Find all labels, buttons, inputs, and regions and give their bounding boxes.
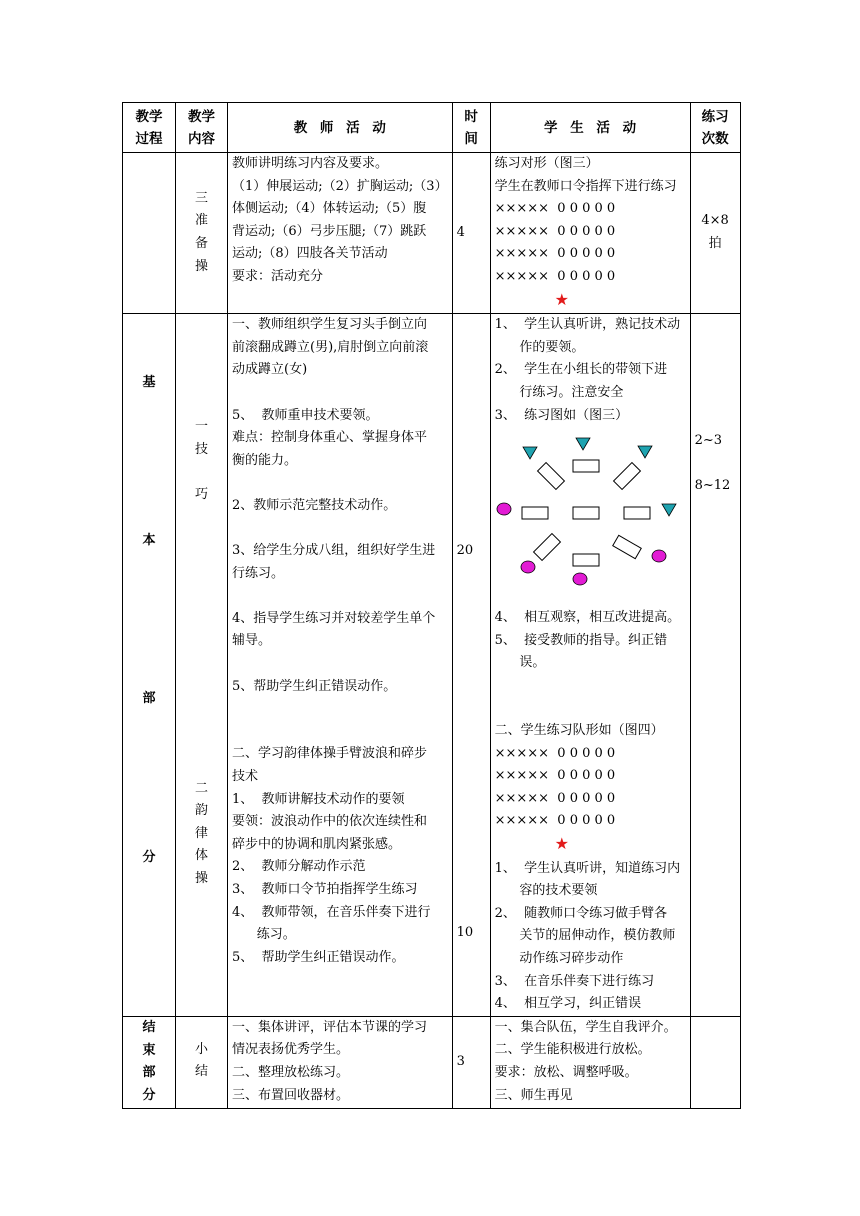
main-teacher-cell: [228, 314, 453, 1017]
closing-time: 3: [456, 1054, 465, 1070]
main-stage-cell: [123, 314, 176, 1017]
warmup-time: 4: [456, 224, 465, 240]
teacher-star-icon: ★: [554, 834, 569, 854]
closing-student-cell: [490, 1016, 690, 1108]
main-content-cell: [176, 314, 228, 1017]
practice-diagram: [495, 427, 685, 607]
warmup-student-cell: [490, 153, 690, 314]
warmup-reps-cell: [690, 153, 740, 314]
header-time: 时 间: [452, 103, 490, 153]
main-teacher-text: 一、教师组织学生复习头手倒立向 前滚翻成蹲立(男),肩肘倒立向前滚 动成蹲立(女) 5、 教师重申技术要领。 难点：控制身体重心、掌握身体平 衡的能力。 2、教师示范完整技术动作。 3、给学生分成八组，组织好学生进 行练习。 4、指导学生练习并对较差学生单个 辅导。 5、帮助学生纠正错误动作。 二、学习韵律体操手臂波浪和碎步 技术 1、 教师讲解技术动作的要领 要领：波浪动作中的依次连续性和 碎步中的协调和肌肉紧张感。 2、 教师分解动作示范 3、 教师口令节拍指挥学生练习 4、 教师带领，在音乐伴奏下进行 练习。 5、 帮助学生纠正错误动作。: [232, 317, 436, 965]
header-reps: 练习 次数: [690, 103, 740, 153]
warmup-student-text: 练习对形（图三） 学生在教师口令指挥下进行练习 ××××× 0 0 0 0 0 ××××× 0 0 0 0 0 ××××× 0 0 0 0 0 ××××× 0 0 0 0 0: [494, 156, 677, 284]
closing-content: 小 结: [194, 1041, 208, 1080]
header-content: 教学 内容: [176, 103, 228, 153]
warmup-stage-cell: [123, 153, 176, 314]
main-reps-cell: [690, 314, 740, 1017]
warmup-reps: 4×8 拍: [701, 213, 729, 252]
main-student-cell: [490, 314, 690, 1017]
main-time-2: 10: [456, 925, 474, 941]
lesson-plan-table: [122, 102, 741, 1109]
main-reps-1: 2~3: [694, 433, 723, 449]
rectangle-icon: [522, 460, 650, 566]
warmup-teacher-text: 教师讲明练习内容及要求。 （1）伸展运动;（2）扩胸运动;（3） 体侧运动;（4）体转运动;（5）腹 背运动;（6）弓步压腿;（7）跳跃 运动;（8）四肢各关节活动 要求：活动充分: [232, 156, 448, 284]
closing-stage-cell: [123, 1016, 176, 1108]
warmup-content-cell: [176, 153, 228, 314]
main-stage: 基 本 部 分: [142, 375, 156, 865]
header-row: [123, 103, 741, 153]
closing-time-cell: [452, 1016, 490, 1108]
closing-content-cell: [176, 1016, 228, 1108]
main-student-mid: 4、 相互观察，相互改进提高。 5、 接受教师的指导。纠正错 误。 二、学生练习队形如（图四） ××××× 0 0 0 0 0 ××××× 0 0 0 0 0 ××××× 0 0 0 0 0 ××××× 0 0 0 0 0: [494, 610, 681, 829]
closing-row: [123, 1016, 741, 1108]
main-reps-2: 8~12: [694, 477, 731, 493]
warmup-teacher-cell: [228, 153, 453, 314]
main-content: 一 技 巧 二 韵 律 体 操: [194, 419, 208, 887]
main-row: [123, 314, 741, 1017]
warmup-row: [123, 153, 741, 314]
closing-teacher-text: 一、集体讲评，评估本节课的学习 情况表扬优秀学生。 二、整理放松练习。 三、布置回收器材。: [232, 1019, 428, 1103]
warmup-content: 三 准 备 操: [194, 190, 208, 274]
header-teacher: 教 师 活 动: [228, 103, 453, 153]
main-time-1: 20: [456, 543, 474, 559]
main-time-cell: [452, 314, 490, 1017]
main-student-bottom: 1、 学生认真听讲，知道练习内 容的技术要领 2、 随教师口令练习做手臂各 关节的屈伸动作，模仿教师 动作练习碎步动作 3、 在音乐伴奏下进行练习 4、 相互学习，纠正错误: [494, 860, 681, 1012]
teacher-star-icon: ★: [554, 289, 569, 309]
warmup-time-cell: [452, 153, 490, 314]
closing-teacher-cell: [228, 1016, 453, 1108]
header-stage: 教学 过程: [123, 103, 176, 153]
closing-student-text: 一、集合队伍，学生自我评介。 二、学生能积极进行放松。 要求：放松、调整呼吸。 三、师生再见: [494, 1019, 677, 1103]
closing-stage: 结 束 部 分: [142, 1020, 156, 1103]
closing-reps-cell: [690, 1016, 740, 1108]
main-student-top: 1、 学生认真听讲，熟记技术动 作的要领。 2、 学生在小组长的带领下进 行练习。注意安全 3、 练习图如（图三）: [494, 317, 681, 423]
header-student: 学 生 活 动: [490, 103, 690, 153]
